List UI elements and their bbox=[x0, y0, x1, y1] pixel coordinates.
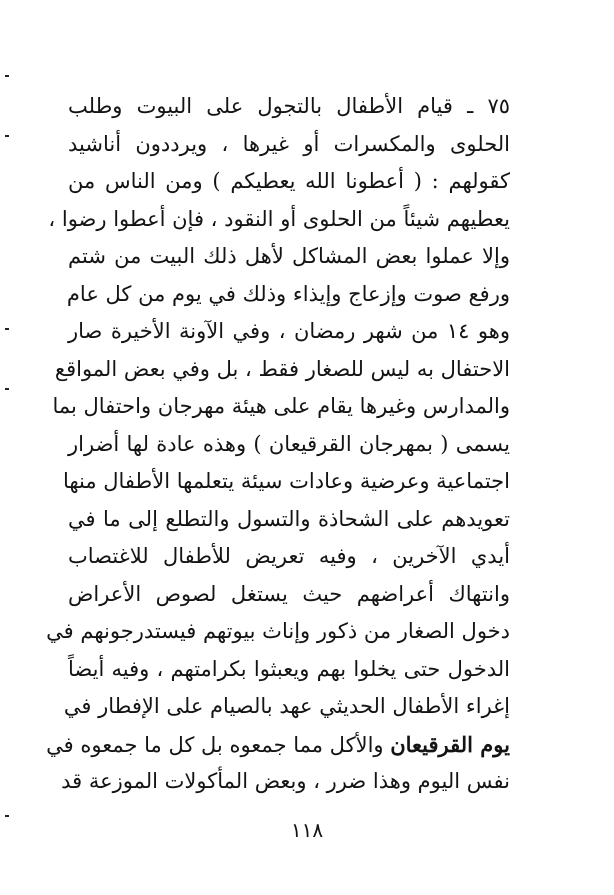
body-text bbox=[46, 88, 510, 801]
text-line: وإلا عملوا بعض المشاكل لأهل ذلك البيت من شتم bbox=[68, 244, 510, 268]
text-line: ورفع صوت وإزعاج وإيذاء وذلك في يوم من كل عام bbox=[66, 281, 510, 306]
text-line: الحلوى والمكسرات أو غيرها ، ويرددون أناشيد bbox=[68, 131, 510, 156]
text-line: الدخول حتى يخلوا بهم ويعبثوا بكرامتهم ، وفيه أيضاً bbox=[68, 656, 510, 681]
text-line: يسمى ( بمهرجان القرقيعان ) وهذه عادة لها أضرار bbox=[68, 431, 510, 456]
text-line bbox=[46, 726, 510, 764]
margin-mark bbox=[5, 135, 9, 137]
page-number: ١١٨ bbox=[290, 818, 324, 842]
text-line: الاحتفال به ليس للصغار فقط ، بل وفي بعض المواقع bbox=[54, 356, 510, 381]
text-line: يعطيهم شيئاً من الحلوى أو النقود ، فإن أعطوا رضوا ، bbox=[48, 206, 510, 231]
text-line: والمدارس وغيرها يقام على هيئة مهرجان واحتفال بما bbox=[52, 394, 510, 418]
text-line: كقولهم : ( أعطونا الله يعطيكم ) ومن الناس من bbox=[68, 169, 510, 193]
text-line: وانتهاك أعراضهم حيث يستغل لصوص الأعراض bbox=[68, 581, 510, 606]
text-line: تعويدهم على الشحاذة والتسول والتطلع إلى ما في bbox=[68, 506, 510, 531]
text-line: أيدي الآخرين ، وفيه تعريض للأطفال للاغتصاب bbox=[68, 544, 510, 568]
text-fragment: والأكل مما جمعوه بل كل ما جمعوه في bbox=[46, 732, 391, 757]
text-line: إغراء الأطفال الحديثي عهد بالصيام على الإفطار في bbox=[63, 694, 510, 718]
text-line: اجتماعية وعرضية وعادات سيئة يتعلمها الأطفال منها bbox=[62, 469, 510, 493]
margin-mark bbox=[5, 815, 9, 817]
margin-mark bbox=[5, 388, 9, 390]
text-line: دخول الصغار من ذكور وإناث بيوتهم فيستدرجونهم في bbox=[46, 619, 510, 643]
margin-mark bbox=[5, 328, 9, 330]
margin-mark bbox=[5, 75, 9, 77]
text-line: ٧٥ ـ قيام الأطفال بالتجول على البيوت وطلب bbox=[68, 94, 510, 118]
bold-phrase: يوم القرقيعان bbox=[390, 731, 510, 757]
text-line: وهو ١٤ من شهر رمضان ، وفي الآونة الأخيرة صار bbox=[68, 319, 510, 343]
text-line: نفس اليوم وهذا ضرر ، وبعض المأكولات الموزعة قد bbox=[61, 769, 510, 793]
